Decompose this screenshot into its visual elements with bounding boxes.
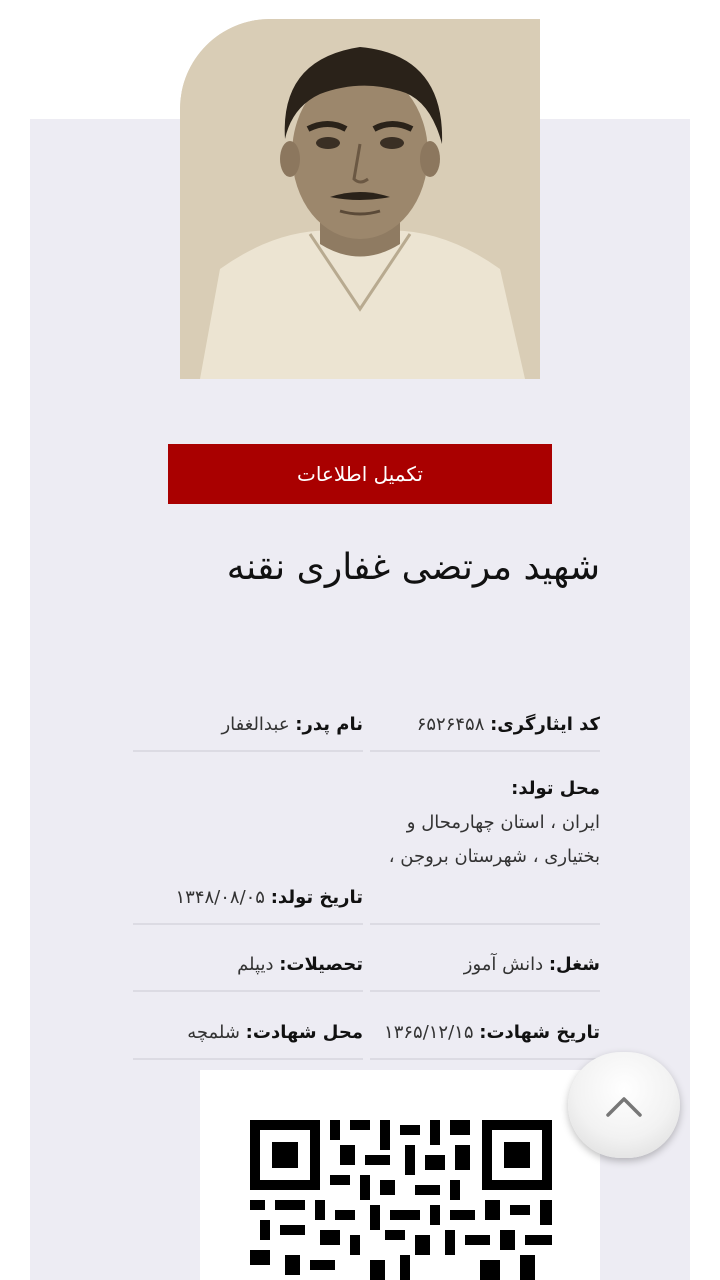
- scroll-to-top-button[interactable]: [568, 1052, 680, 1158]
- martyrdom-place-value: شلمچه: [187, 1022, 240, 1043]
- father-name-value: عبدالغفار: [221, 714, 290, 735]
- complete-info-button[interactable]: تکمیل اطلاعات: [168, 444, 552, 504]
- chevron-up-icon: [604, 1091, 644, 1119]
- birth-date-label: تاریخ تولد:: [270, 887, 363, 908]
- isargari-code-field: [370, 690, 600, 752]
- education-field: [133, 930, 363, 992]
- martyrdom-place-field: [133, 998, 363, 1060]
- martyrdom-date-value: ۱۳۶۵/۱۲/۱۵: [384, 1022, 474, 1043]
- father-name-label: نام پدر:: [295, 714, 363, 735]
- education-label: تحصیلات:: [279, 954, 363, 975]
- job-value: دانش آموز: [463, 954, 544, 975]
- education-value: دیپلم: [237, 954, 274, 975]
- birth-date-value: ۱۳۴۸/۰۸/۰۵: [175, 887, 265, 908]
- job-field: [370, 930, 600, 992]
- martyrdom-date-label: تاریخ شهادت:: [479, 1022, 600, 1043]
- martyrdom-date-field: [370, 998, 600, 1060]
- isargari-code-label: کد ایثارگری:: [490, 714, 600, 735]
- job-label: شغل:: [548, 954, 600, 975]
- birth-place-value: ایران ، استان چهارمحال و بختیاری ، شهرستان بروجن ،: [388, 812, 600, 867]
- father-name-field: [133, 690, 363, 752]
- birth-place-field: [370, 770, 600, 925]
- martyr-name: شهید مرتضی غفاری نقنه: [226, 547, 600, 588]
- martyrdom-place-label: محل شهادت:: [245, 1022, 363, 1043]
- martyr-portrait: [180, 19, 540, 379]
- birth-date-field: [133, 770, 363, 925]
- isargari-code-value: ۶۵۲۶۴۵۸: [416, 714, 485, 735]
- qr-code: [200, 1070, 600, 1280]
- birth-place-label: محل تولد:: [511, 778, 600, 799]
- qr-code-icon: [200, 1070, 600, 1280]
